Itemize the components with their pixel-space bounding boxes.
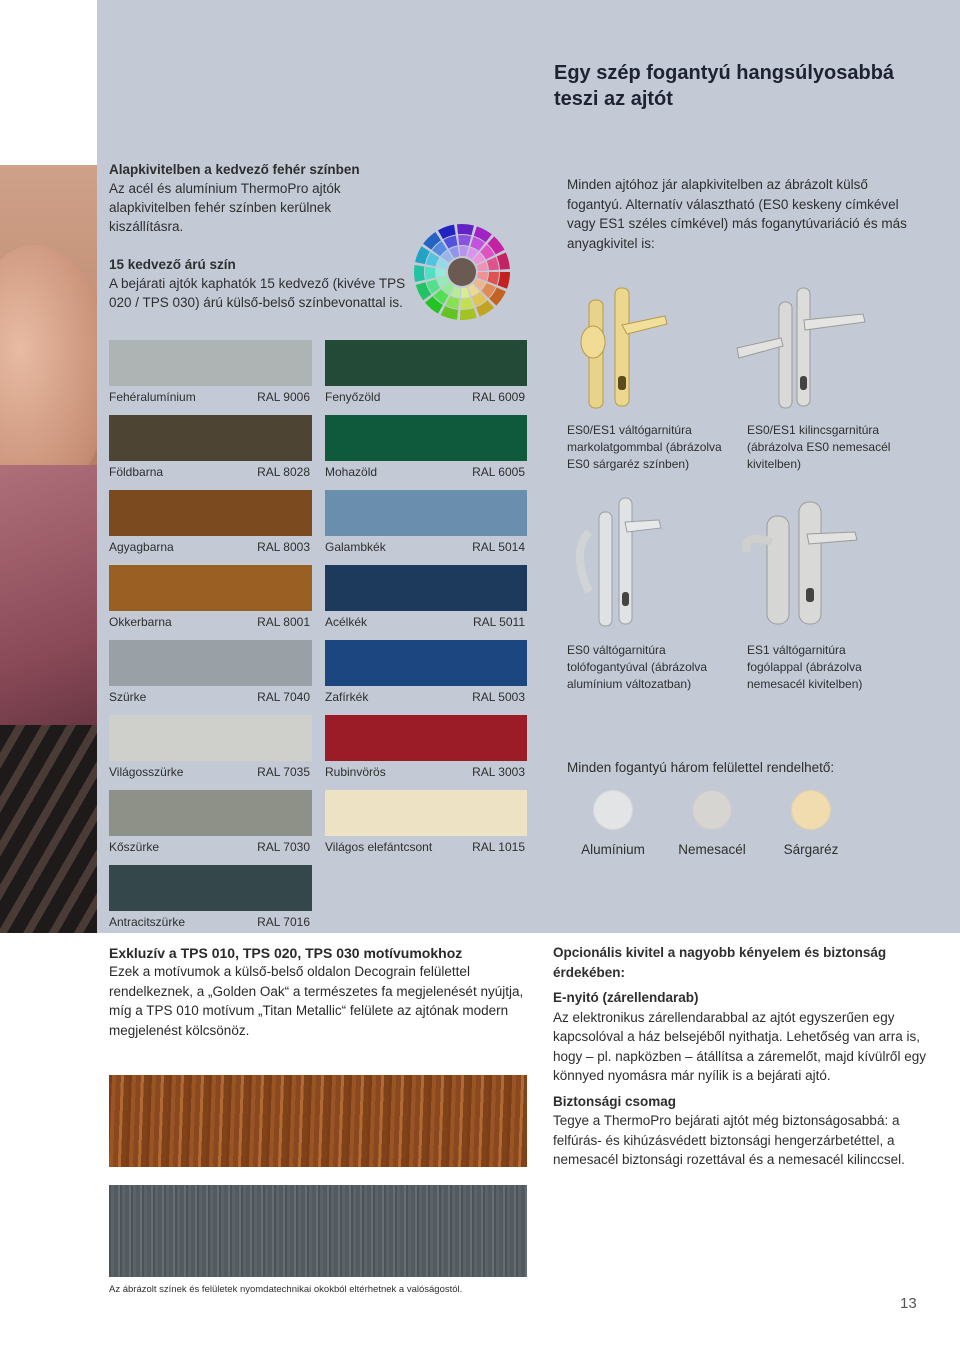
color-code: RAL 7040 bbox=[257, 690, 310, 704]
color-swatch bbox=[325, 565, 527, 611]
intro-text-colors: A bejárati ajtók kaphatók 15 kedvező (kivéve TPS 020 / TPS 030) árú külső-belső színbevonattal is. bbox=[109, 276, 406, 310]
finish-label: Sárgaréz bbox=[783, 842, 839, 857]
security-text: Tegye a ThermoPro bejárati ajtót még biztonságosabbá: a felfúrás- és kihúzásvédett biztonsági hengerzárbetéttel, a nemesacél biztonsági rozettával és a nemesacél kilinccsel. bbox=[553, 1113, 905, 1167]
color-code: RAL 7035 bbox=[257, 765, 310, 779]
color-swatch bbox=[325, 640, 527, 686]
steel-plate-handle bbox=[746, 502, 857, 624]
handle-caption-4: ES1 váltógarnitúra fogólappal (ábrázolva nemesacél kivitelben) bbox=[747, 643, 863, 691]
finish-label: Nemesacél bbox=[678, 842, 746, 857]
color-swatch bbox=[325, 490, 527, 536]
aluminium-pull-handle bbox=[580, 498, 661, 626]
page-title: Egy szép fogantyú hangsúlyosabbá teszi az ajtót bbox=[554, 62, 895, 110]
intro-text bbox=[109, 160, 409, 312]
color-swatch bbox=[109, 790, 312, 836]
e-opener-text: Az elektronikus zárellendarabbal az ajtót egyszerűen egy kapcsolóval a ház belsejéből nyithatja. Lehetőség van arra is, hogy – pl. napközben – átállítsa a záremelőt, majd kívülről egy könnyed nyomásra már nyílik is a bejárati ajtó. bbox=[553, 1009, 926, 1083]
intro-text-white: Az acél és alumínium ThermoPro ajtók alapkivitelben fehér színben kerülnek kiszállításra. bbox=[109, 181, 341, 234]
footnote: Az ábrázolt színek és felületek nyomdatechnikai okokból eltérhetnek a valóságostól. bbox=[109, 1284, 463, 1295]
color-name: Agyagbarna bbox=[109, 540, 174, 554]
color-name: Zafírkék bbox=[325, 690, 369, 704]
color-name: Földbarna bbox=[109, 465, 164, 479]
security-heading: Biztonsági csomag bbox=[553, 1093, 677, 1109]
color-code: RAL 8001 bbox=[257, 615, 310, 629]
color-swatch bbox=[325, 415, 527, 461]
optional-title: Opcionális kivitel a nagyobb kényelem és biztonság érdekében: bbox=[553, 945, 887, 980]
color-swatch bbox=[109, 490, 312, 536]
color-name: Fenyőzöld bbox=[325, 390, 381, 404]
golden-oak-sample bbox=[109, 1075, 527, 1167]
color-swatch bbox=[109, 340, 312, 386]
color-wheel-icon bbox=[412, 222, 512, 322]
finish-swatch bbox=[593, 790, 633, 830]
color-swatch bbox=[109, 640, 312, 686]
exclusive-title: Exkluzív a TPS 010, TPS 020, TPS 030 motívumokhoz bbox=[109, 945, 463, 961]
color-code: RAL 5003 bbox=[472, 690, 525, 704]
color-code: RAL 8003 bbox=[257, 540, 310, 554]
handle-images-row1 bbox=[567, 280, 947, 410]
color-name: Rubinvörös bbox=[325, 765, 386, 779]
color-swatch bbox=[325, 715, 527, 761]
color-name: Acélkék bbox=[325, 615, 368, 629]
color-swatch bbox=[109, 415, 312, 461]
exclusive-text: Ezek a motívumok a külső-belső oldalon Decograin felülettel rendelkeznek, a „Golden Oak“ a természetes fa megjelenését nyújtja, míg a TPS 010 motívum „Titan Metallic“ felülete az ajtónak modern megjelenést kölcsönöz. bbox=[109, 964, 524, 1038]
color-code: RAL 7030 bbox=[257, 840, 310, 854]
color-code: RAL 1015 bbox=[472, 840, 525, 854]
color-swatch bbox=[109, 715, 312, 761]
handles-intro-text: Minden ajtóhoz jár alapkivitelben az ábrázolt külső fogantyú. Alternatív választható (ES0 keskeny címkével vagy ES1 széles címkével) más foganytúvariáció és más anyagkivitel is: bbox=[567, 177, 907, 251]
color-name: Okkerbarna bbox=[109, 615, 172, 629]
handle-caption-1: ES0/ES1 váltógarnitúra markolatgommbal (ábrázolva ES0 sárgaréz színben) bbox=[567, 423, 722, 471]
color-code: RAL 5014 bbox=[472, 540, 525, 554]
color-swatch bbox=[325, 340, 527, 386]
finish-label: Alumínium bbox=[581, 842, 645, 857]
color-name: Fehéralumínium bbox=[109, 390, 196, 404]
color-name: Kőszürke bbox=[109, 840, 160, 854]
e-opener-heading: E-nyitó (zárellendarab) bbox=[553, 990, 699, 1005]
titan-metallic-sample bbox=[109, 1185, 527, 1277]
color-code: RAL 7016 bbox=[257, 915, 310, 929]
color-name: Antracitszürke bbox=[109, 915, 186, 929]
handle-caption-2: ES0/ES1 kilincsgarnitúra (ábrázolva ES0 nemesacél kivitelben) bbox=[747, 423, 891, 471]
finish-swatch bbox=[692, 790, 732, 830]
intro-heading-white: Alapkivitelben a kedvező fehér színben bbox=[109, 162, 360, 177]
color-code: RAL 9006 bbox=[257, 390, 310, 404]
color-name: Világosszürke bbox=[109, 765, 184, 779]
color-code: RAL 8028 bbox=[257, 465, 310, 479]
finish-title: Minden fogantyú három felülettel rendelhető: bbox=[567, 760, 835, 775]
color-swatch bbox=[109, 565, 312, 611]
handle-images-row2 bbox=[567, 492, 947, 630]
intro-heading-colors: 15 kedvező árú szín bbox=[109, 257, 236, 272]
color-code: RAL 5011 bbox=[472, 615, 525, 629]
color-swatch bbox=[325, 790, 527, 836]
color-name: Szürke bbox=[109, 690, 147, 704]
handle-caption-3: ES0 váltógarnitúra tolófogantyúval (ábrázolva alumínium változatban) bbox=[567, 643, 708, 691]
color-code: RAL 6005 bbox=[472, 465, 525, 479]
color-code: RAL 3003 bbox=[472, 765, 525, 779]
page-number: 13 bbox=[900, 1295, 917, 1312]
color-swatch bbox=[109, 865, 312, 911]
steel-lever-handle bbox=[737, 288, 865, 408]
color-name: Világos elefántcsont bbox=[325, 840, 433, 854]
finish-swatch bbox=[791, 790, 831, 830]
color-name: Galambkék bbox=[325, 540, 386, 554]
optional-features bbox=[553, 943, 933, 1170]
brass-knob-handle bbox=[581, 288, 667, 408]
color-name: Mohazöld bbox=[325, 465, 378, 479]
color-code: RAL 6009 bbox=[472, 390, 525, 404]
woman-photo bbox=[0, 165, 97, 933]
